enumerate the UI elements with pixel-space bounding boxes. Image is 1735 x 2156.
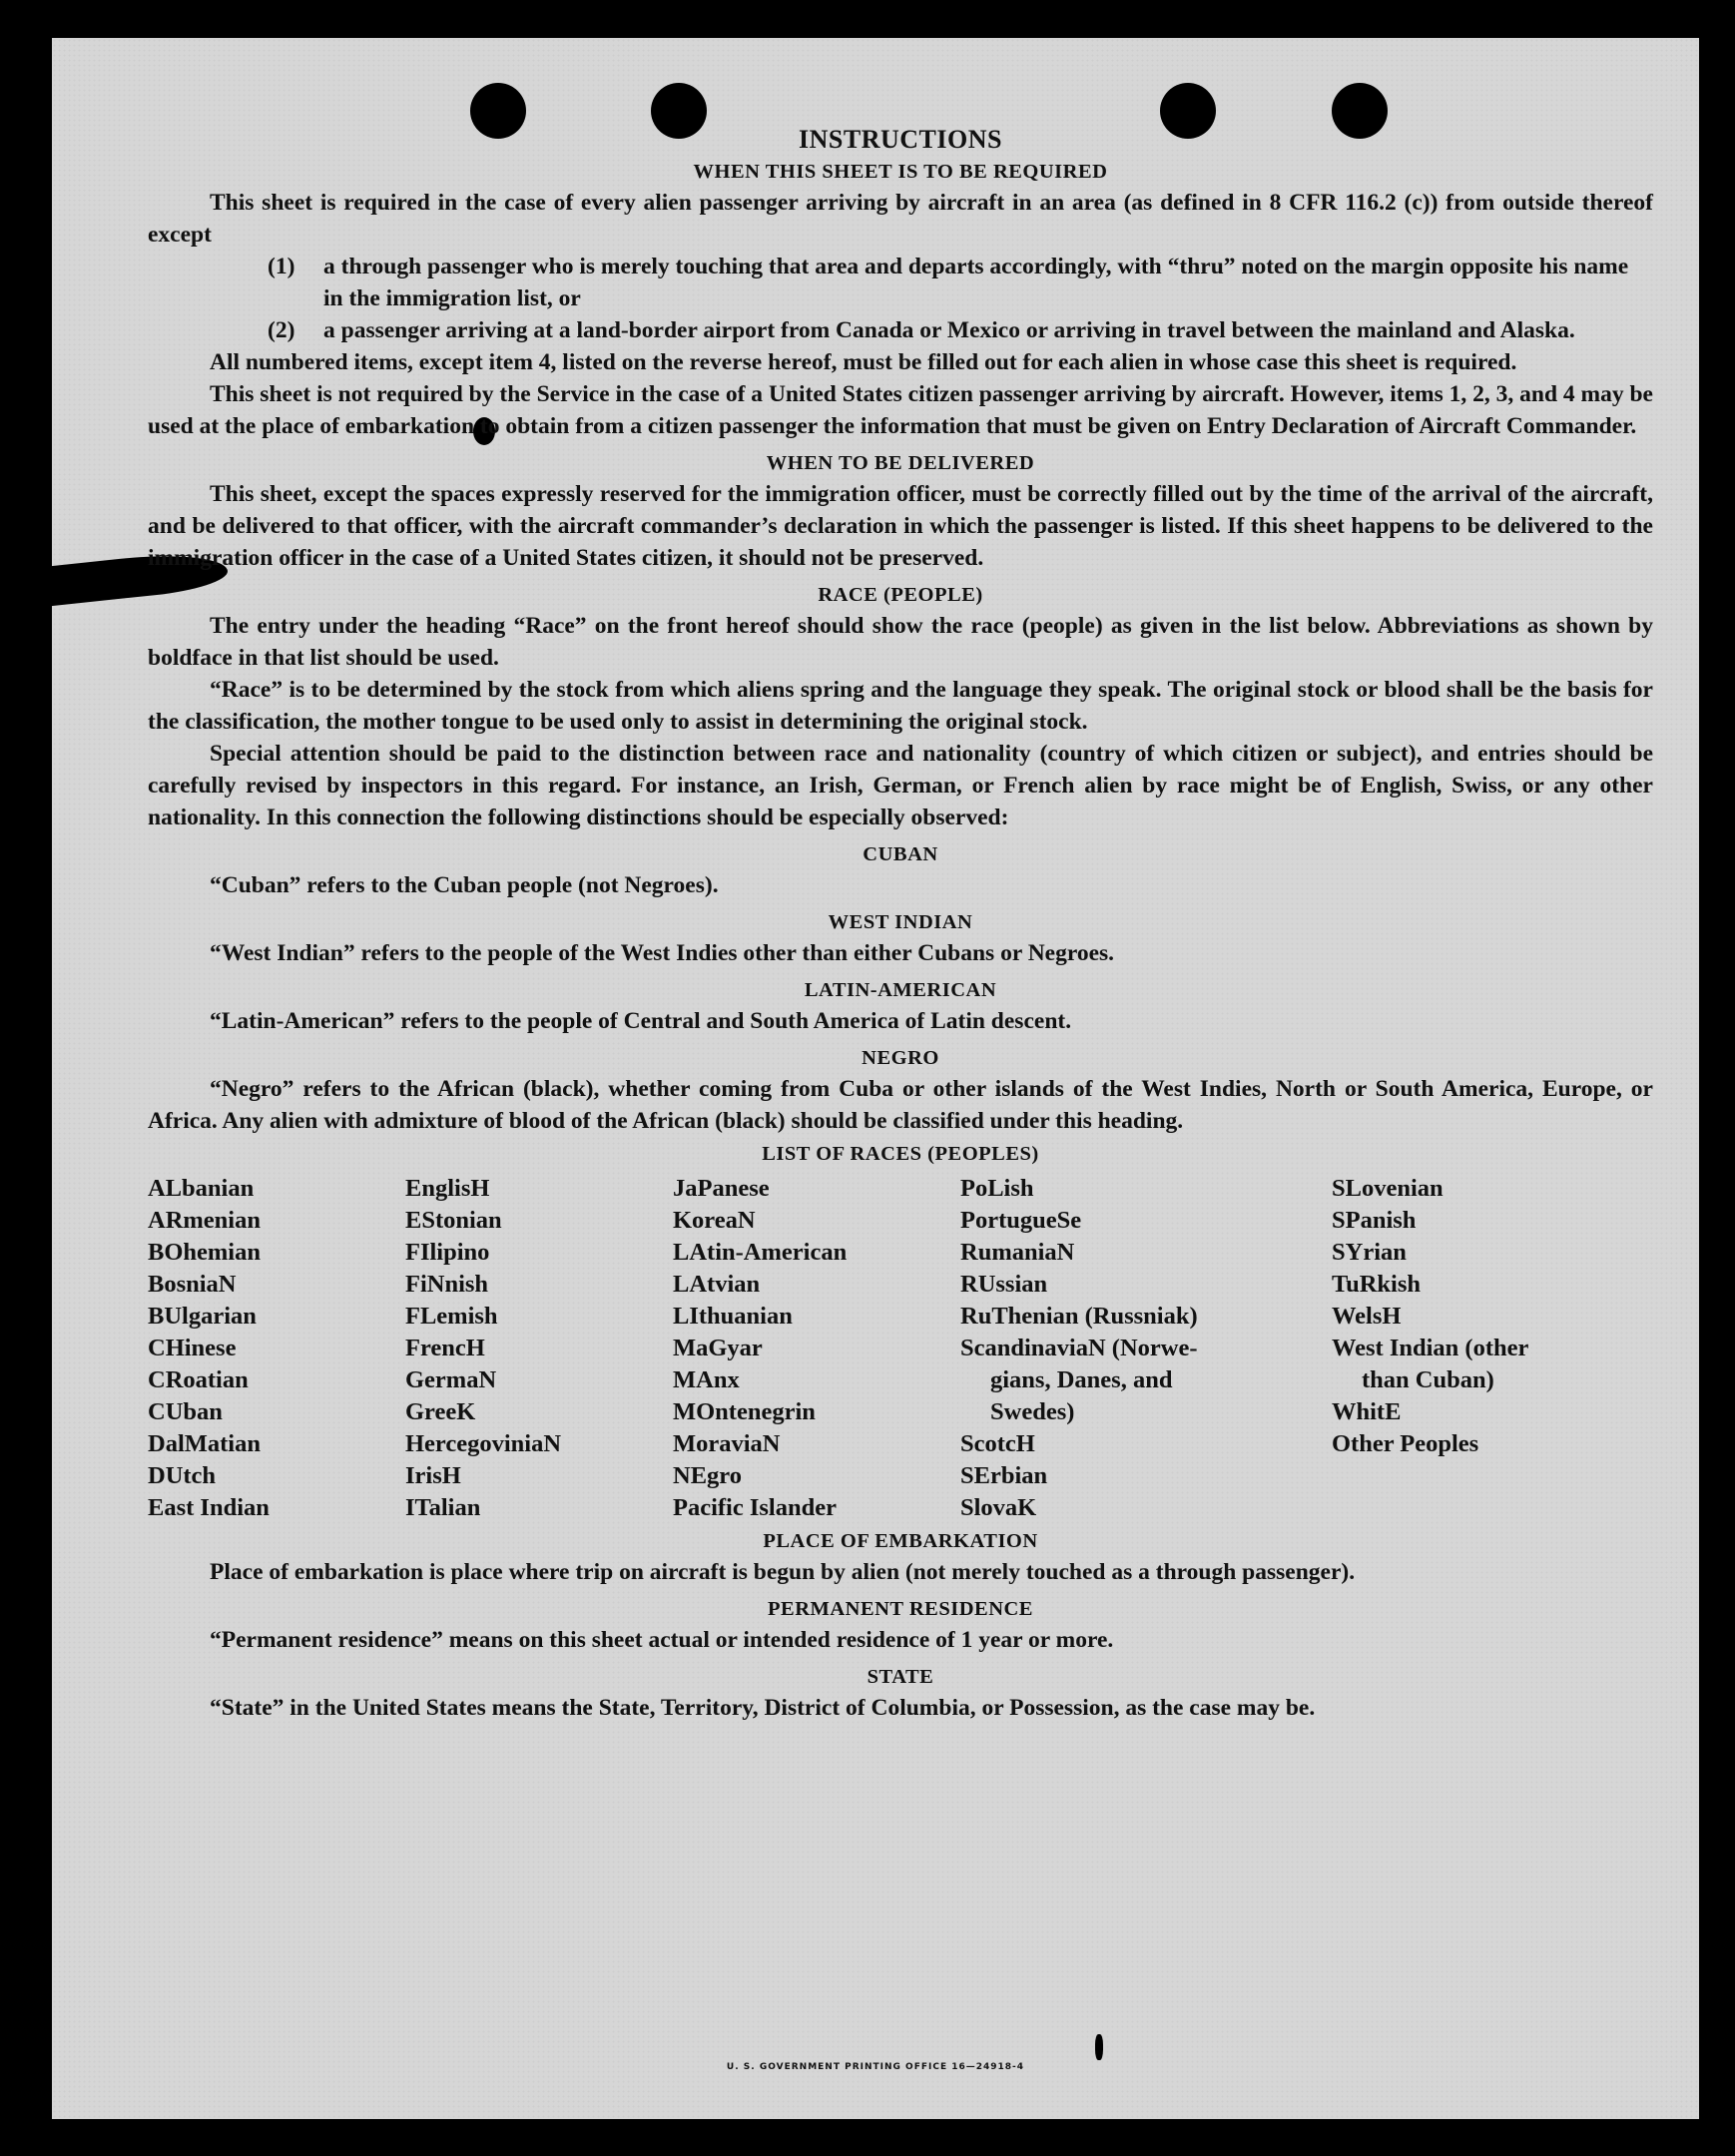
section-heading-negro: NEGRO [862, 1047, 939, 1069]
paragraph: “Latin-American” refers to the people of Central and South America of Latin descent. [210, 1008, 1072, 1034]
race-item: TuRkish [1332, 1271, 1422, 1298]
race-item: Pacific Islander [673, 1494, 837, 1521]
section-heading-state: STATE [867, 1666, 934, 1688]
race-item-continuation: than Cuban) [1362, 1366, 1494, 1393]
section-heading-list-of-races: LIST OF RACES (PEOPLES) [762, 1143, 1039, 1165]
race-item-continuation: gians, Danes, and [990, 1366, 1173, 1393]
section-heading-embarkation: PLACE OF EMBARKATION [763, 1530, 1038, 1552]
instructions-body [148, 123, 1653, 1724]
race-item: RuThenian (Russniak) [960, 1303, 1198, 1330]
race-item: Other Peoples [1332, 1430, 1479, 1457]
paragraph: This sheet is not required by the Service in the case of a United States citizen passenger arriving by aircraft. However, items 1, 2, 3, and 4 may be used at the place of embarkation to obtain from a citizen passenger the information that must be given on Entry Declaration of Aircraft Commander. [148, 381, 1653, 439]
race-item: MaGyar [673, 1335, 763, 1361]
race-item: PortugueSe [960, 1207, 1082, 1234]
race-item: DalMatian [148, 1430, 261, 1457]
item-number: (2) [268, 317, 295, 343]
paragraph: Place of embarkation is place where trip on aircraft is begun by alien (not merely touched as a through passenger). [210, 1559, 1356, 1585]
race-item: East Indian [148, 1494, 270, 1521]
paragraph: “West Indian” refers to the people of the West Indies other than either Cubans or Negroes. [210, 940, 1115, 966]
race-item: WhitE [1332, 1398, 1402, 1425]
paragraph: This sheet is required in the case of every alien passenger arriving by aircraft in an area (as defined in 8 CFR 116.2 (c)) from outside thereof except [148, 190, 1653, 248]
race-item: ALbanian [148, 1175, 255, 1202]
printer-imprint: U. S. GOVERNMENT PRINTING OFFICE 16—24918-4 [726, 2062, 1025, 2072]
paragraph: “Cuban” refers to the Cuban people (not Negroes). [210, 872, 719, 898]
race-item: BOhemian [148, 1239, 261, 1266]
race-item: FLemish [405, 1303, 498, 1330]
race-item: LAtvian [673, 1271, 761, 1298]
section-heading-west-indian: WEST INDIAN [828, 911, 973, 933]
paragraph: “Race” is to be determined by the stock from which aliens spring and the language they speak. The original stock or blood shall be the basis for the classification, the mother tongue to be used only to assist in determining the original stock. [148, 677, 1653, 735]
section-heading-required: WHEN THIS SHEET IS TO BE REQUIRED [693, 161, 1108, 183]
race-item: CHinese [148, 1335, 237, 1361]
race-item: WelsH [1332, 1303, 1402, 1330]
race-item: FrencH [405, 1335, 485, 1361]
ink-mark [1095, 2034, 1103, 2060]
race-item: SYrian [1332, 1239, 1407, 1266]
race-item: PoLish [960, 1175, 1034, 1202]
race-item: ARmenian [148, 1207, 261, 1234]
item-number: (1) [268, 254, 295, 279]
race-item: GermaN [405, 1366, 497, 1393]
race-item: RumaniaN [960, 1239, 1075, 1266]
item-text: a passenger arriving at a land-border airport from Canada or Mexico or arriving in travel between the mainland and Alaska. [323, 317, 1575, 343]
race-item: SPanish [1332, 1207, 1417, 1234]
race-item: DUtch [148, 1462, 217, 1489]
race-item: JaPanese [673, 1175, 770, 1202]
race-item: MOntenegrin [673, 1398, 816, 1425]
race-column [673, 1173, 960, 1524]
race-item: LAtin-American [673, 1239, 848, 1266]
race-item: NEgro [673, 1462, 742, 1489]
race-item: CRoatian [148, 1366, 249, 1393]
race-item: KoreaN [673, 1207, 756, 1234]
race-item: ITalian [405, 1494, 481, 1521]
race-item: BosniaN [148, 1271, 237, 1298]
race-list [148, 1173, 1653, 1524]
race-item: MoraviaN [673, 1430, 781, 1457]
race-item: GreeK [405, 1398, 476, 1425]
race-item: EStonian [405, 1207, 502, 1234]
race-item: West Indian (other [1332, 1335, 1529, 1361]
paragraph: Special attention should be paid to the distinction between race and nationality (country of which citizen or subject), and entries should be carefully revised by inspectors in this regard. For instance, an Irish, German, or French alien by race might be of English, Swiss, or any other nationality. In this connection the following distinctions should be especially observed: [148, 741, 1653, 830]
race-item-continuation: Swedes) [990, 1398, 1075, 1425]
item-text: a through passenger who is merely touching that area and departs accordingly, with “thru” noted on the margin opposite his name in the immigration list, or [323, 254, 1629, 311]
race-item: SlovaK [960, 1494, 1037, 1521]
race-item: ScandinaviaN (Norwe- [960, 1335, 1198, 1361]
section-heading-residence: PERMANENT RESIDENCE [768, 1598, 1033, 1620]
paragraph: “Permanent residence” means on this sheet actual or intended residence of 1 year or more. [210, 1627, 1114, 1653]
race-item: CUban [148, 1398, 223, 1425]
list-item [148, 314, 1653, 346]
race-column [1332, 1173, 1631, 1524]
page-title: INSTRUCTIONS [799, 125, 1002, 154]
paragraph: The entry under the heading “Race” on the front hereof should show the race (people) as given in the list below. Abbreviations as shown by boldface in that list should be used. [148, 613, 1653, 671]
race-item: RUssian [960, 1271, 1048, 1298]
race-item: BUlgarian [148, 1303, 257, 1330]
race-column [405, 1173, 673, 1524]
document-sheet [52, 38, 1699, 2119]
section-heading-delivered: WHEN TO BE DELIVERED [766, 452, 1035, 474]
race-item: EnglisH [405, 1175, 490, 1202]
race-column [148, 1173, 405, 1524]
race-item: LIthuanian [673, 1303, 793, 1330]
race-item: FIlipino [405, 1239, 490, 1266]
section-heading-race: RACE (PEOPLE) [818, 584, 983, 606]
paragraph: “Negro” refers to the African (black), whether coming from Cuba or other islands of the West Indies, North or South America, Europe, or Africa. Any alien with admixture of blood of the African (black) should be classified under this heading. [148, 1076, 1653, 1134]
race-item: IrisH [405, 1462, 461, 1489]
paragraph: “State” in the United States means the State, Territory, District of Columbia, or Possession, as the case may be. [210, 1695, 1316, 1721]
section-heading-cuban: CUBAN [863, 843, 938, 865]
paragraph: This sheet, except the spaces expressly reserved for the immigration officer, must be correctly filled out by the time of the arrival of the aircraft, and be delivered to that officer, with the aircraft commander’s declaration in which the passenger is listed. If this sheet happens to be delivered to the immigration officer in the case of a United States citizen, it should not be preserved. [148, 481, 1653, 571]
race-item: ScotcH [960, 1430, 1035, 1457]
race-item: SErbian [960, 1462, 1048, 1489]
race-item: FiNnish [405, 1271, 489, 1298]
section-heading-latin-american: LATIN-AMERICAN [804, 979, 997, 1001]
race-column [960, 1173, 1332, 1524]
race-item: SLovenian [1332, 1175, 1444, 1202]
race-item: MAnx [673, 1366, 740, 1393]
list-item [148, 251, 1653, 314]
race-item: HercegoviniaN [405, 1430, 562, 1457]
paragraph: All numbered items, except item 4, listed on the reverse hereof, must be filled out for each alien in whose case this sheet is required. [210, 349, 1517, 375]
